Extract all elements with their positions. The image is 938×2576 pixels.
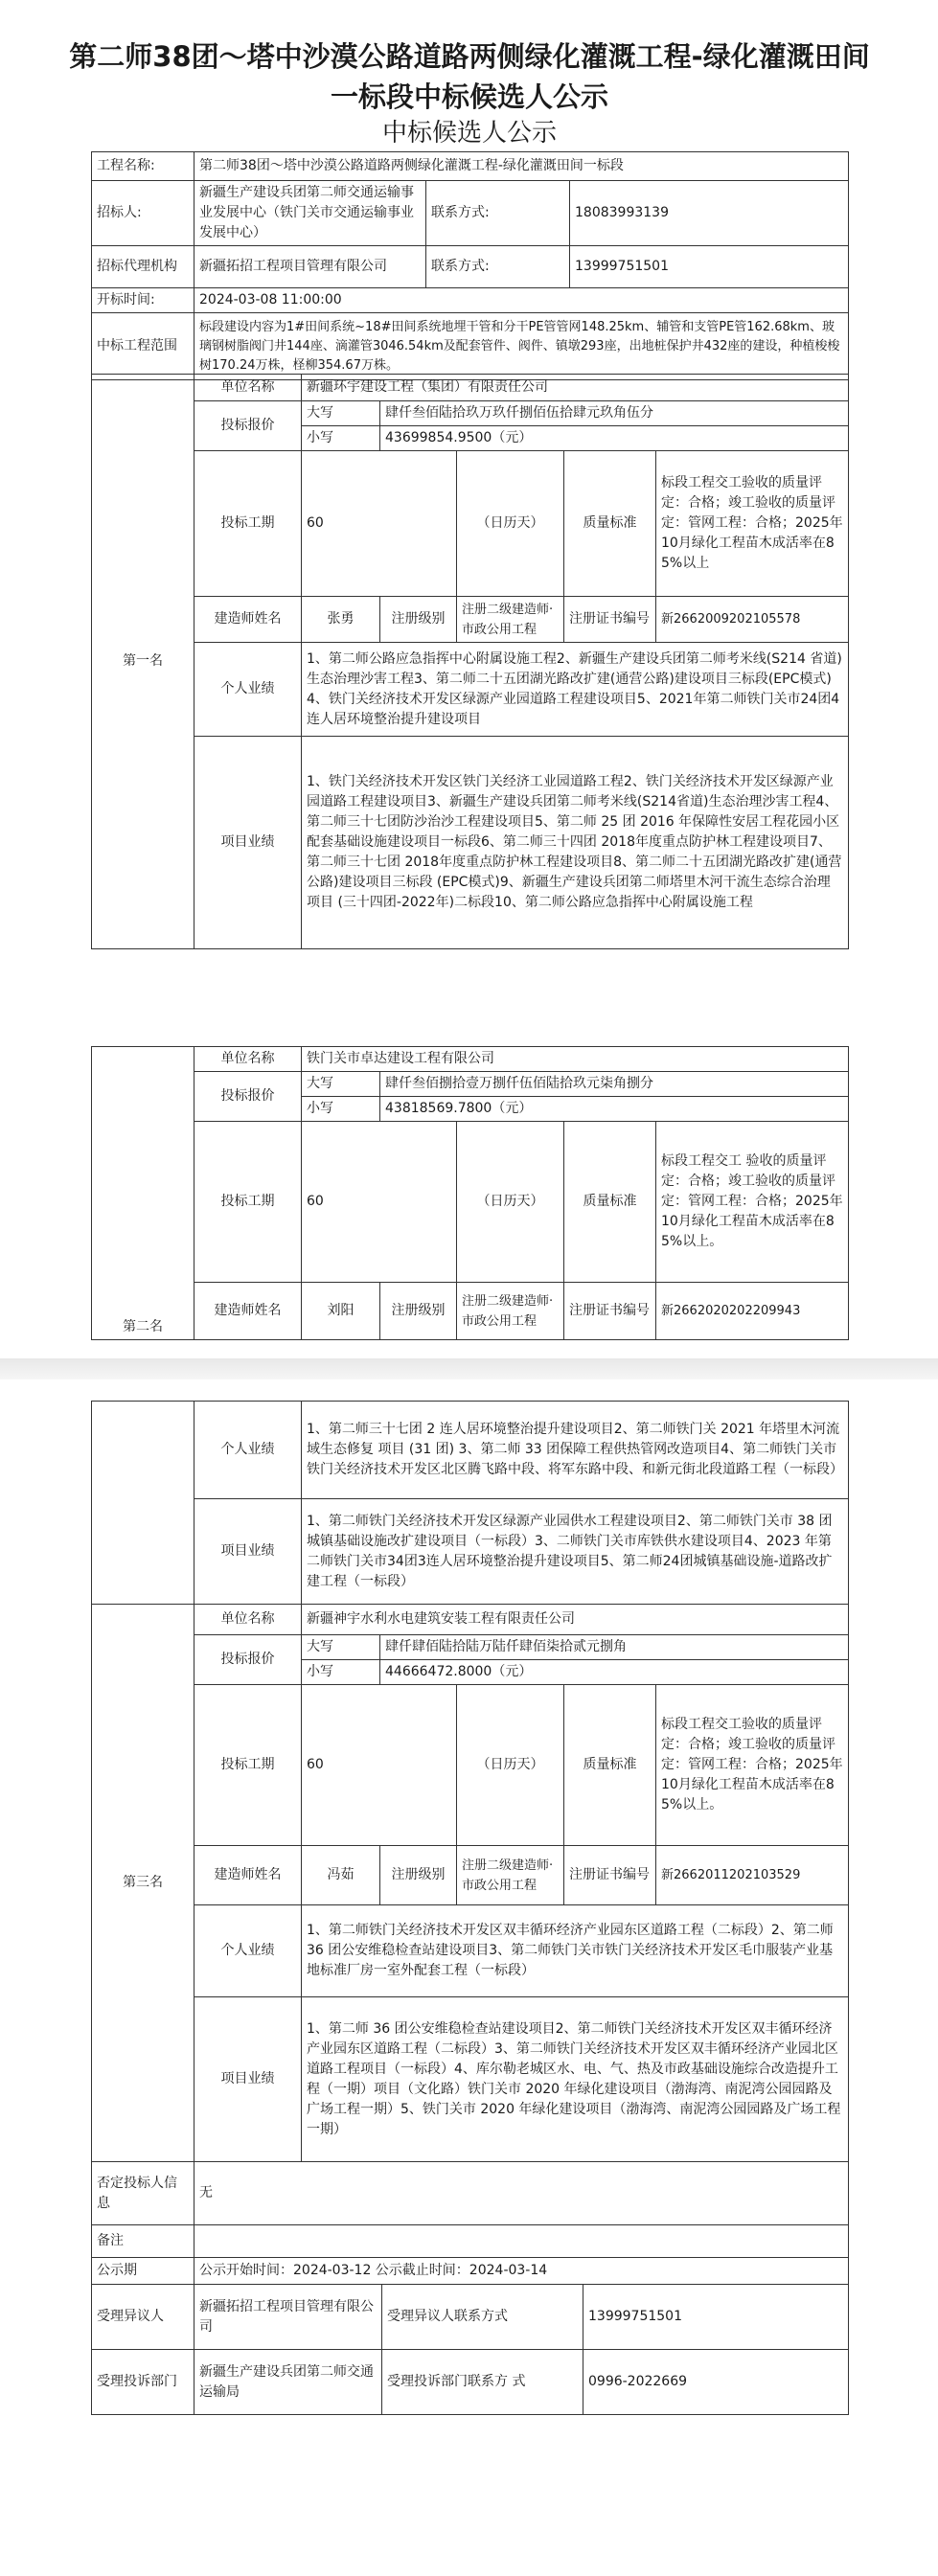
complaint-org: 新疆生产建设兵团第二师交通运输局 (194, 2350, 382, 2415)
c3-lower-label: 小写 (302, 1660, 380, 1685)
candidate-1-table (91, 374, 849, 949)
agency-contact-label: 联系方式: (426, 246, 570, 288)
c2-duration: 60 (302, 1122, 457, 1283)
c2-level-label: 注册级别 (380, 1283, 457, 1340)
c3-upper-label: 大写 (302, 1635, 380, 1660)
c3-company-label: 单位名称 (194, 1605, 302, 1635)
agency-value: 新疆拓招工程项目管理有限公司 (194, 246, 426, 288)
c2-builder: 刘阳 (302, 1283, 380, 1340)
candidate-2-table (91, 1046, 849, 1340)
agency-phone: 13999751501 (570, 246, 849, 288)
c2-quality-label: 质量标准 (564, 1122, 656, 1283)
c2-personal-perf-label: 个人业绩 (194, 1402, 302, 1499)
c1-builder: 张勇 (302, 597, 380, 643)
title-line-2: 一标段中标候选人公示 (330, 80, 608, 113)
c2-builder-label: 建造师姓名 (194, 1283, 302, 1340)
candidate-3-table (91, 1604, 849, 2162)
c1-price-lower: 43699854.9500（元） (380, 426, 849, 451)
c1-duration: 60 (302, 451, 457, 597)
page-two (0, 1379, 938, 2576)
c2-calendar-days: （日历天） (457, 1122, 564, 1283)
agency-label: 招标代理机构 (92, 246, 194, 288)
rejected-label: 否定投标人信息 (92, 2162, 194, 2225)
project-name-label: 工程名称: (92, 152, 194, 181)
subtitle: 中标候选人公示 (381, 119, 557, 148)
page-gap (0, 1358, 938, 1379)
candidate-1-rank: 第一名 (92, 375, 194, 949)
open-time-value: 2024-03-08 11:00:00 (194, 288, 849, 313)
info-table (91, 151, 849, 380)
c3-project-perf: 1、第二师 36 团公安维稳检查站建设项目2、第二师铁门关经济技术开发区双丰循环经济产业园东区道路工程（二标段）3、第二师铁门关经济技术开发区双丰循环经济产业园北区道路工程项目（一标段）4、库尔勒老城区水、电、气、热及市政基础设施综合改造提升工程（一期）项目（文化路）铁门关市 2020 年绿化建设项目（渤海湾、南泥湾公园园路及广场工程一期）5、铁门关市 2020 年绿化建设项目（渤海湾、南泥湾公园园路及广场工程一期） (302, 1997, 849, 2162)
c2-company-label: 单位名称 (194, 1047, 302, 1072)
c3-builder: 冯茹 (302, 1846, 380, 1905)
c3-project-perf-label: 项目业绩 (194, 1997, 302, 2162)
c3-duration-label: 投标工期 (194, 1685, 302, 1846)
objection-label: 受理异议人 (92, 2285, 194, 2350)
c1-price-upper: 肆仟叁佰陆拾玖万玖仟捌佰伍拾肆元玖角伍分 (380, 401, 849, 426)
remarks-value (194, 2225, 849, 2258)
c3-builder-label: 建造师姓名 (194, 1846, 302, 1905)
c2-price-upper: 肆仟叁佰捌拾壹万捌仟伍佰陆拾玖元柒角捌分 (380, 1072, 849, 1097)
c3-personal-perf: 1、第二师铁门关经济技术开发区双丰循环经济产业园东区道路工程（二标段）2、第二师 36 团公安维稳检查站建设项目3、第二师铁门关市铁门关经济技术开发区毛巾服装产业基地标准厂房一室外配套工程（一标段） (302, 1905, 849, 1997)
c1-personal-perf-label: 个人业绩 (194, 643, 302, 737)
c3-company: 新疆神宇水利水电建筑安装工程有限责任公司 (302, 1605, 849, 1635)
c2-company: 铁门关市卓达建设工程有限公司 (302, 1047, 849, 1072)
objection-phone: 13999751501 (583, 2285, 849, 2350)
c3-bid-label: 投标报价 (194, 1635, 302, 1685)
c1-level: 注册二级建造师·市政公用工程 (457, 597, 564, 643)
c1-calendar-days: （日历天） (457, 451, 564, 597)
candidate-3-rank: 第三名 (92, 1605, 194, 2162)
objection-org: 新疆拓招工程项目管理有限公司 (194, 2285, 382, 2350)
c1-lower-label: 小写 (302, 426, 380, 451)
c2-project-perf: 1、第二师铁门关经济技术开发区绿源产业园供水工程建设项目2、第二师铁门关市 38 团城镇基础设施改扩建设项目（一标段）3、二师铁门关市库铁供水建设项目4、2023 年第二师铁门关市34团3连人居环境整治提升建设项目5、第二师24团城镇基础设施-道路改扩建工程（一标段） (302, 1499, 849, 1605)
c2-bid-label: 投标报价 (194, 1072, 302, 1122)
complaint-label: 受理投诉部门 (92, 2350, 194, 2415)
c2-project-perf-label: 项目业绩 (194, 1499, 302, 1605)
period-label: 公示期 (92, 2258, 194, 2285)
c1-level-label: 注册级别 (380, 597, 457, 643)
c3-level: 注册二级建造师·市政公用工程 (457, 1846, 564, 1905)
c2-duration-label: 投标工期 (194, 1122, 302, 1283)
c1-project-perf-label: 项目业绩 (194, 737, 302, 949)
c1-cert: 新2662009202105578 (656, 597, 849, 643)
period-value: 公示开始时间：2024-03-12 公示截止时间：2024-03-14 (194, 2258, 849, 2285)
c3-level-label: 注册级别 (380, 1846, 457, 1905)
tenderer-value: 新疆生产建设兵团第二师交通运输事业发展中心（铁门关市交通运输事业发展中心） (194, 181, 426, 246)
remarks-label: 备注 (92, 2225, 194, 2258)
c2-level: 注册二级建造师·市政公用工程 (457, 1283, 564, 1340)
c2-lower-label: 小写 (302, 1097, 380, 1122)
c3-calendar-days: （日历天） (457, 1685, 564, 1846)
project-name-value: 第二师38团～塔中沙漠公路道路两侧绿化灌溉工程-绿化灌溉田间一标段 (194, 152, 849, 181)
c3-quality-label: 质量标准 (564, 1685, 656, 1846)
open-time-label: 开标时间: (92, 288, 194, 313)
c1-quality: 标段工程交工验收的质量评定：合格；竣工验收的质量评定：管网工程：合格；2025年10月绿化工程苗木成活率在85%以上 (656, 451, 849, 597)
complaint-phone: 0996-2022669 (583, 2350, 849, 2415)
c3-cert-label: 注册证书编号 (564, 1846, 656, 1905)
tenderer-label: 招标人: (92, 181, 194, 246)
c3-price-upper: 肆仟肆佰陆拾陆万陆仟肆佰柒拾贰元捌角 (380, 1635, 849, 1660)
candidate-2-continued-table (91, 1401, 849, 1605)
c2-price-lower: 43818569.7800（元） (380, 1097, 849, 1122)
c1-duration-label: 投标工期 (194, 451, 302, 597)
objection-contact-label: 受理异议人联系方式 (382, 2285, 583, 2350)
c1-personal-perf: 1、第二师公路应急指挥中心附属设施工程2、新疆生产建设兵团第二师考米线(S214 省道)生态治理沙害工程3、第二师二十五团湖光路改扩建(通营公路)建设项目三标段(EPC模式)4、铁门关经济技术开发区绿源产业园道路工程建设项目5、2021年第二师铁门关市24团4连人居环境整治提升建设项目 (302, 643, 849, 737)
scope-value: 标段建设内容为1#田间系统~18#田间系统地埋干管和分干PE管管网148.25km、辅管和支管PE管162.68km、玻璃钢树脂阀门井144座、滴灌管3046.54km及配套管件、阀件、镇墩293座，出地桩保护井432座的建设，种植梭梭树170.24万株，柽柳354.67万株。 (194, 313, 849, 380)
footer-table (91, 2161, 849, 2415)
c1-company-label: 单位名称 (194, 375, 302, 401)
c2-personal-perf: 1、第二师三十七团 2 连人居环境整治提升建设项目2、第二师铁门关 2021 年塔里木河流域生态修复 项目 (31 团) 3、第二师 33 团保障工程供热管网改造项目4、第二师铁门关市铁门关经济技术开发区北区腾飞路中段、将军东路中段、和新元街北段道路工程（一标段） (302, 1402, 849, 1499)
c3-duration: 60 (302, 1685, 457, 1846)
c1-quality-label: 质量标准 (564, 451, 656, 597)
complaint-contact-label: 受理投诉部门联系方 式 (382, 2350, 583, 2415)
c2-cert-label: 注册证书编号 (564, 1283, 656, 1340)
tenderer-contact-label: 联系方式: (426, 181, 570, 246)
scope-label: 中标工程范围 (92, 313, 194, 380)
title-line-1: 第二师38团～塔中沙漠公路道路两侧绿化灌溉工程-绿化灌溉田间 (69, 40, 870, 73)
c3-personal-perf-label: 个人业绩 (194, 1905, 302, 1997)
candidate-2-rank: 第二名 (92, 1047, 194, 1340)
c3-quality: 标段工程交工验收的质量评定：合格；竣工验收的质量评定：管网工程：合格；2025年10月绿化工程苗木成活率在85%以上。 (656, 1685, 849, 1846)
c1-bid-label: 投标报价 (194, 401, 302, 451)
candidate-2-rank-cont (92, 1402, 194, 1605)
c1-cert-label: 注册证书编号 (564, 597, 656, 643)
c1-upper-label: 大写 (302, 401, 380, 426)
c1-company: 新疆环宇建设工程（集团）有限责任公司 (302, 375, 849, 401)
c3-cert: 新2662011202103529 (656, 1846, 849, 1905)
c2-upper-label: 大写 (302, 1072, 380, 1097)
tenderer-phone: 18083993139 (570, 181, 849, 246)
c1-project-perf: 1、铁门关经济技术开发区铁门关经济工业园道路工程2、铁门关经济技术开发区绿源产业园道路工程建设项目3、新疆生产建设兵团第二师考米线(S214省道)生态治理沙害工程4、第二师三十七团防沙治沙工程建设项目5、第二师 25 团 2016 年保障性安居工程花园小区配套基础设施建设项目一标段6、第二师三十四团 2018年度重点防护林工程建设项目7、第二师三十七团 2018年度重点防护林工程建设项目8、第二师二十五团湖光路改扩建(通营公路)建设项目三标段 (EPC模式)9、新疆生产建设兵团第二师塔里木河干流生态综合治理项目 (三十四团-2022年)二标段10、第二师公路应急指挥中心附属设施工程 (302, 737, 849, 949)
c2-quality: 标段工程交工 验收的质量评 定：合格；竣工验收的质量评定：管网工程：合格；2025年10月绿化工程苗木成活率在85%以上。 (656, 1122, 849, 1283)
c2-cert: 新2662020202209943 (656, 1283, 849, 1340)
c3-price-lower: 44666472.8000（元） (380, 1660, 849, 1685)
c1-builder-label: 建造师姓名 (194, 597, 302, 643)
rejected-value: 无 (194, 2162, 849, 2225)
